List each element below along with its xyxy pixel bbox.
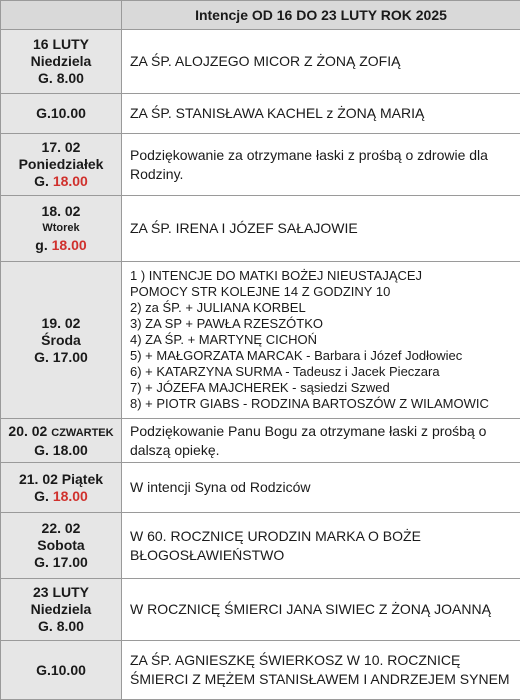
day-cell (1, 513, 122, 579)
intention-cell: Podziękowanie Panu Bogu za otrzymane łaski z prośbą o dalszą opiekę. (122, 419, 520, 463)
table-row (1, 513, 520, 579)
list-item: 5) + MAŁGORZATA MARCAK - Barbara i Józef Jodłowiec (130, 348, 516, 364)
table-row (1, 196, 520, 262)
mass-time: G.10.00 (1, 105, 121, 122)
day-weekday: Niedziela (1, 53, 121, 70)
mass-time: G. 8.00 (1, 618, 121, 635)
list-item: 3) ZA SP + PAWŁA RZESZÓTKO (130, 316, 516, 332)
mass-time (1, 237, 121, 254)
intention-cell: ZA ŚP. STANISŁAWA KACHEL z ŻONĄ MARIĄ (122, 94, 520, 134)
day-date: 21. 02 Piątek (1, 471, 121, 488)
list-item: 4) ZA ŚP. + MARTYNĘ CICHOŃ (130, 332, 516, 348)
day-date-weekday (1, 423, 121, 442)
list-item: 6) + KATARZYNA SURMA - Tadeusz i Jacek Pieczara (130, 364, 516, 380)
list-item: 8) + PIOTR GIABS - RODZINA BARTOSZÓW Z WILAMOWIC (130, 396, 516, 412)
mass-time: G. 18.00 (1, 442, 121, 459)
day-date: 19. 02 (1, 315, 121, 332)
intention-cell: W 60. ROCZNICĘ URODZIN MARKA O BOŻE BŁOGOSŁAWIEŃSTWO (122, 513, 520, 579)
list-item: POMOCY STR KOLEJNE 14 Z GODZINY 10 (130, 284, 516, 300)
day-weekday: Wtorek (1, 220, 121, 237)
day-cell (1, 579, 122, 641)
table-row (1, 579, 520, 641)
intention-cell: Podziękowanie za otrzymane łaski z prośbą o zdrowie dla Rodziny. (122, 134, 520, 196)
table-row (1, 134, 520, 196)
day-weekday: Środa (1, 332, 121, 349)
day-cell (1, 196, 122, 262)
day-weekday: Niedziela (1, 601, 121, 618)
intention-cell: W intencji Syna od Rodziców (122, 463, 520, 513)
mass-time: G.10.00 (1, 662, 121, 679)
day-date: 23 LUTY (1, 584, 121, 601)
day-cell (1, 641, 122, 700)
day-date: 22. 02 (1, 520, 121, 537)
day-weekday: Sobota (1, 537, 121, 554)
table-row (1, 262, 520, 419)
table-row (1, 641, 520, 700)
mass-time-prefix: G. (34, 173, 53, 189)
intention-cell: ZA ŚP. IRENA I JÓZEF SAŁAJOWIE (122, 196, 520, 262)
page-title: Intencje OD 16 DO 23 LUTY ROK 2025 (122, 1, 520, 30)
intention-cell: ZA ŚP. ALOJZEGO MICOR Z ŻONĄ ZOFIĄ (122, 30, 520, 94)
mass-time (1, 173, 121, 190)
table-row (1, 94, 520, 134)
day-cell (1, 134, 122, 196)
header-empty-cell (1, 1, 122, 30)
table-row (1, 463, 520, 513)
day-weekday: Poniedziałek (1, 156, 121, 173)
day-date: 17. 02 (1, 139, 121, 156)
table-header-row (1, 1, 520, 30)
table-row (1, 419, 520, 463)
intention-cell: ZA ŚP. AGNIESZKĘ ŚWIERKOSZ W 10. ROCZNICĘ ŚMIERCI Z MĘŻEM STANISŁAWEM I ANDRZEJEM SYNEM (122, 641, 520, 700)
table-row (1, 30, 520, 94)
mass-time: G. 17.00 (1, 349, 121, 366)
mass-time-value: 18.00 (53, 488, 88, 504)
mass-time (1, 488, 121, 505)
day-cell (1, 419, 122, 463)
list-item: 7) + JÓZEFA MAJCHEREK - sąsiedzi Szwed (130, 380, 516, 396)
day-date: 20. 02 (8, 423, 47, 439)
list-item: 1 ) INTENCJE DO MATKI BOŻEJ NIEUSTAJĄCEJ (130, 268, 516, 284)
day-date: 18. 02 (1, 203, 121, 220)
intention-cell: W ROCZNICĘ ŚMIERCI JANA SIWIEC Z ŻONĄ JOANNĄ (122, 579, 520, 641)
day-weekday: CZWARTEK (51, 427, 113, 439)
day-cell (1, 30, 122, 94)
day-cell (1, 262, 122, 419)
day-cell (1, 463, 122, 513)
intention-list-cell (122, 262, 520, 419)
day-cell (1, 94, 122, 134)
mass-time-prefix: g. (35, 237, 51, 253)
day-date: 16 LUTY (1, 36, 121, 53)
mass-time-value: 18.00 (52, 237, 87, 253)
mass-time-value: 18.00 (53, 173, 88, 189)
list-item: 2) za ŚP. + JULIANA KORBEL (130, 300, 516, 316)
mass-time-prefix: G. (34, 488, 53, 504)
mass-time: G. 8.00 (1, 70, 121, 87)
mass-time: G. 17.00 (1, 554, 121, 571)
